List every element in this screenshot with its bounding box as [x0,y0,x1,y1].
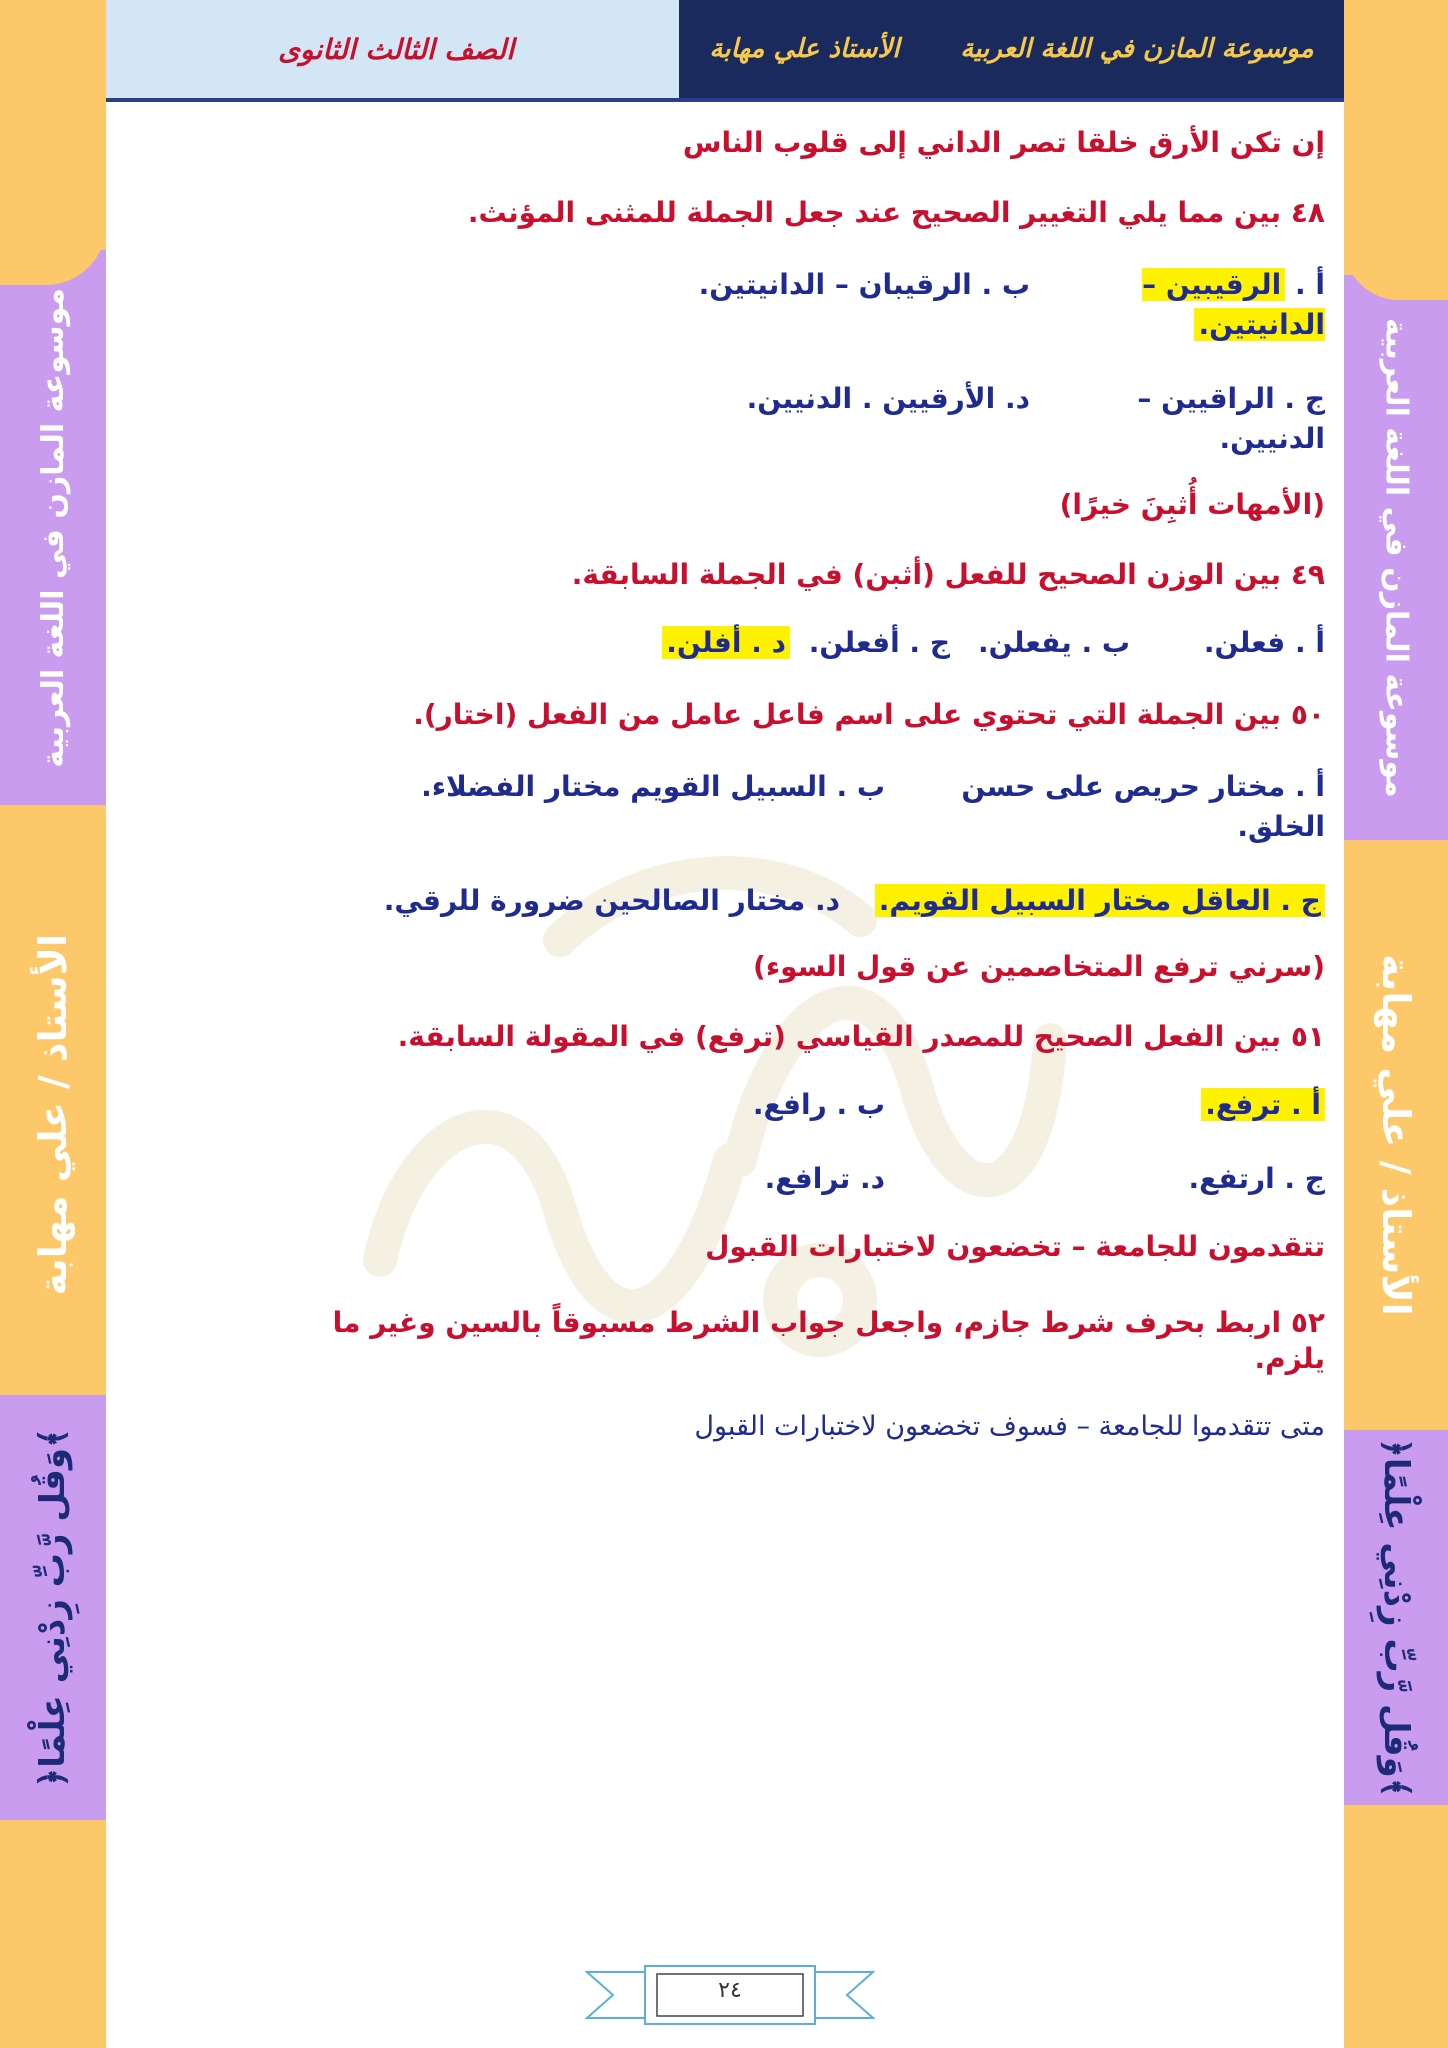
q50-option-d[interactable]: د. مختار الصالحين ضرورة للرقي. [383,884,840,917]
q50-option-c[interactable]: ج . العاقل مختار السبيل القويم. [875,884,1325,917]
page-header [106,0,1344,102]
left-band-encyclopedia: موسوعة المازن في اللغة العربية [0,250,106,805]
left-side-band [0,0,106,2048]
q52-answer: متى تتقدموا للجامعة – فسوف تخضعون لاختبارات القبول [694,1411,1325,1442]
left-band-teacher: الأستاذ / علي مهابة [0,835,106,1395]
right-band-verse: ﴿وَقُل رَّبِّ زِدْنِي عِلْمًا﴾ [1344,1430,1448,1805]
right-band-encyclopedia: موسوعة المازن في اللغة العربية [1344,275,1448,840]
q51-option-c[interactable]: ج . ارتفع. [1188,1162,1325,1195]
q51-options-row-2 [280,1159,1325,1199]
statement-3: (سرني ترفع المتخاصمين عن قول السوء) [753,950,1325,983]
q50-options-row-1 [280,767,1325,847]
q50-options-row-2 [280,881,1325,921]
q48-option-d[interactable]: د. الأرقيين . الدنيين. [746,382,1030,415]
q50-option-b[interactable]: ب . السبيل القويم مختار الفضلاء. [421,770,885,803]
q49-option-a[interactable]: أ . فعلن. [1203,626,1325,659]
q48-correct-highlight: الرقيبين – الدانيتين. [1142,268,1325,341]
question-51: ٥١ بين الفعل الصحيح للمصدر القياسي (ترفع) في المقولة السابقة. [397,1020,1325,1053]
q50-option-a[interactable]: أ . مختار حريص على حسن الخلق. [961,770,1325,843]
statement-4: تتقدمون للجامعة – تخضعون لاختبارات القبول [705,1230,1325,1263]
right-band-teacher: الأستاذ / علي مهابة [1344,840,1448,1430]
q49-option-d[interactable]: د . أفلن. [662,626,790,659]
header-grade: الصف الثالث الثانوى [278,32,514,66]
q48-option-c[interactable]: ج . الراقيين – الدنيين. [1137,382,1325,455]
q51-option-d[interactable]: د. ترافع. [764,1162,885,1195]
q49-option-c[interactable]: ج . أفعلن. [808,626,950,659]
questions-content [280,110,1325,1445]
q51-option-b[interactable]: ب . رافع. [752,1088,885,1121]
q48-option-b[interactable]: ب . الرقيبان – الدانيتين. [698,268,1030,301]
q48-options-row-2 [280,379,1325,459]
left-band-verse: ﴿وَقُل رَّبِّ زِدْنِي عِلْمًا﴾ [0,1395,106,1820]
question-48: ٤٨ بين مما يلي التغيير الصحيح عند جعل الجملة للمثنى المؤنث. [467,196,1325,229]
question-49: ٤٩ بين الوزن الصحيح للفعل (أثبن) في الجملة السابقة. [571,558,1325,591]
q49-option-b[interactable]: ب . يفعلن. [977,626,1130,659]
question-52: ٥٢ اربط بحرف شرط جازم، واجعل جواب الشرط مسبوقاً بالسين وغير ما يلزم. [332,1306,1325,1375]
header-teacher: الأستاذ علي مهابة [709,34,900,64]
right-side-band [1344,0,1448,2048]
q48-option-a[interactable]: أ . الرقيبين – الدانيتين. [1142,268,1325,341]
statement-2: (الأمهات أُثبِنَ خيرًا) [1059,488,1325,521]
page-number: ٢٤ [718,1978,742,2003]
q51-option-a[interactable]: أ . ترفع. [1201,1088,1325,1121]
q48-options-row-1 [280,265,1325,345]
q49-options-row [280,623,1325,663]
header-grade-box [106,0,679,98]
page-number-frame [585,1960,875,2030]
statement-1: إن تكن الأرق خلقا تصر الداني إلى قلوب الناس [682,126,1325,159]
q51-options-row-1 [280,1085,1325,1125]
header-encyclopedia: موسوعة المازن في اللغة العربية [960,34,1314,64]
question-50: ٥٠ بين الجملة التي تحتوي على اسم فاعل عامل من الفعل (اختار). [413,698,1325,731]
header-title-bar [679,0,1344,98]
